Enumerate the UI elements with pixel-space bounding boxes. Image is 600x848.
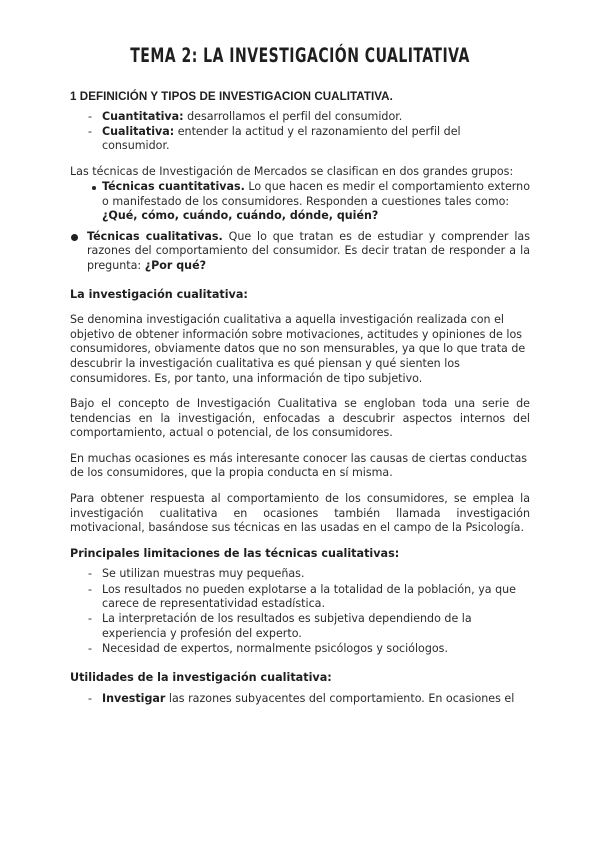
spacer bbox=[70, 274, 530, 288]
spacer bbox=[70, 536, 530, 547]
tecnicas-cuantitativas-lead: Técnicas cuantitativas. bbox=[102, 179, 245, 193]
paragraph-3: En muchas ocasiones es más interesante conocer las causas de ciertas conductas de los consumidores, que la propia conducta en sí misma. bbox=[70, 451, 528, 480]
section-heading-1: 1 DEFINICIÓN Y TIPOS DE INVESTIGACION CUALITATIVA. bbox=[70, 90, 393, 103]
list-item: - Se utilizan muestras muy pequeñas. bbox=[70, 567, 530, 582]
heading-limitaciones: Principales limitaciones de las técnicas cualitativas: bbox=[70, 546, 400, 560]
tecnicas-cuantitativas-text: Lo que hacen es medir el comportamiento externo o manifestado de los consumidores. Responden a cuestiones tales como: bbox=[102, 179, 530, 208]
list-item bbox=[70, 180, 530, 224]
list-item: - Los resultados no pueden explotarse a la totalidad de la población, ya que carece de representatividad estadística. bbox=[70, 583, 530, 612]
list-item bbox=[70, 110, 530, 125]
paragraph-1: Se denomina investigación cualitativa a aquella investigación realizada con el objetivo de obtener información sobre motivaciones, actitudes y opiniones de los consumidores, obviamente datos que no son mensurables, ya que lo que trata de descubrir la investigación cualitativa es qué piensan y qué sienten los consumidores. Es, por tanto, una información de tipo subjetivo. bbox=[70, 313, 526, 385]
definition-term: Cualitativa: bbox=[102, 124, 175, 138]
definition-term: Cuantitativa: bbox=[102, 109, 184, 123]
definition-text: entender la actitud y el razonamiento del perfil del consumidor. bbox=[102, 124, 461, 153]
utilidades-list bbox=[70, 692, 530, 707]
list-item bbox=[70, 692, 530, 707]
list-item: - Necesidad de expertos, normalmente psicólogos y sociólogos. bbox=[70, 642, 530, 657]
document-body bbox=[70, 90, 530, 707]
utilidad-text: las razones subyacentes del comportamiento. En ocasiones el bbox=[165, 691, 515, 705]
spacer bbox=[70, 154, 530, 165]
paragraph-4: Para obtener respuesta al comportamiento de los consumidores, se emplea la investigación cualitativa en ocasiones también llamada investigación motivacional, basándose sus técnicas en las usadas en el campo de la Psicología. bbox=[70, 492, 530, 535]
list-item: - La interpretación de los resultados es subjetiva dependiendo de la experiencia y profesión del experto. bbox=[70, 612, 530, 641]
spacer bbox=[70, 386, 530, 397]
tecnicas-cualitativas-question: ¿Por qué? bbox=[144, 258, 207, 272]
heading-investigacion-cualitativa: La investigación cualitativa: bbox=[70, 287, 248, 301]
heading-utilidades: Utilidades de la investigación cualitativa: bbox=[70, 671, 332, 684]
spacer bbox=[70, 302, 530, 313]
definition-list bbox=[70, 110, 530, 154]
list-item bbox=[70, 125, 530, 154]
definition-text: desarrollamos el perfil del consumidor. bbox=[183, 109, 403, 123]
tecnicas-cualitativas-lead: Técnicas cualitativas. bbox=[87, 229, 223, 243]
tecnicas-cuantitativas-questions: ¿Qué, cómo, cuándo, cuándo, dónde, quién? bbox=[102, 209, 379, 223]
document-title: TEMA 2: LA INVESTIGACIÓN CUALITATIVA bbox=[130, 44, 470, 67]
limitaciones-list bbox=[70, 567, 530, 656]
spacer bbox=[70, 441, 530, 452]
intro-tecnicas-paragraph: Las técnicas de Investigación de Mercados se clasifican en dos grandes grupos: bbox=[70, 165, 514, 179]
spacer bbox=[70, 481, 530, 492]
utilidad-lead: Investigar bbox=[102, 691, 166, 705]
spacer bbox=[70, 657, 530, 671]
tecnicas-cuantitativas-list bbox=[70, 180, 530, 224]
paragraph-2: Bajo el concepto de Investigación Cualitativa se engloban toda una serie de tendencias en la investigación, enfocadas a descubrir aspectos internos del comportamiento, actual o potencial, de los consumidores. bbox=[70, 397, 530, 440]
tecnicas-cualitativas-text: Que lo que tratan es de estudiar y comprender las razones del comportamiento del consumidor. Es decir tratan de responder a la pregunta: bbox=[87, 229, 531, 272]
tecnicas-cualitativas-item bbox=[70, 230, 530, 274]
